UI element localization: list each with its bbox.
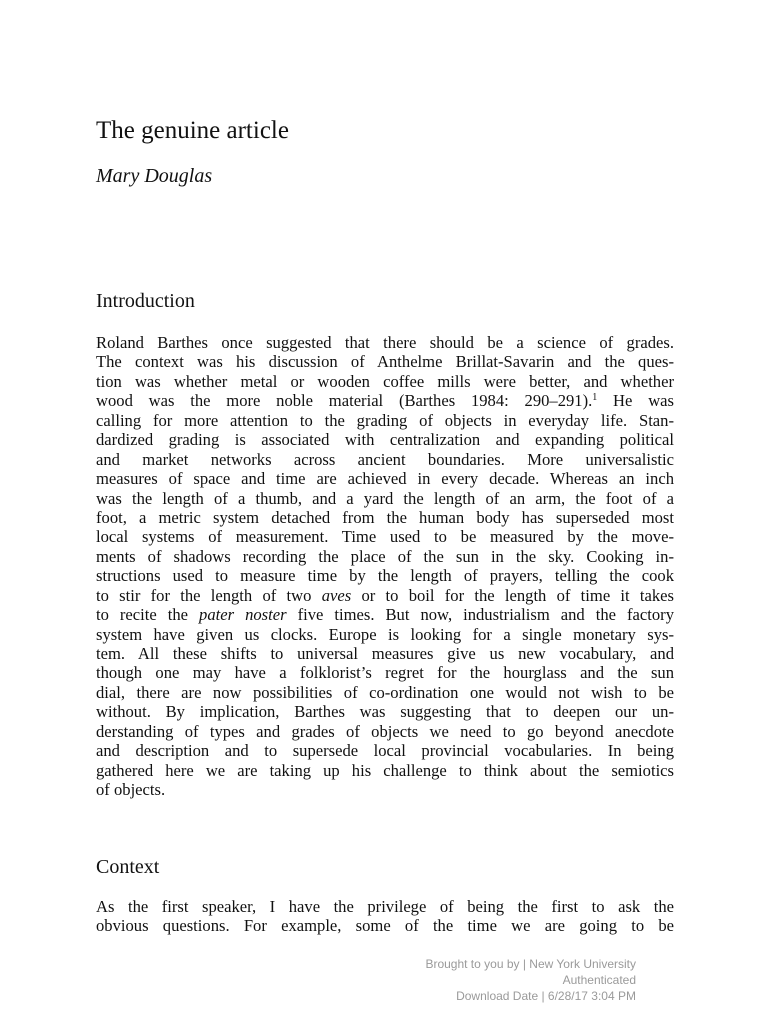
watermark-line: Brought to you by | New York University <box>425 957 636 971</box>
text-line: tion was whether metal or wooden coffee mills were better, and whether <box>96 371 674 391</box>
section-heading-context: Context <box>96 856 160 878</box>
text-line: of objects. <box>96 780 166 800</box>
text-segment: five times. But now, industrialism and the factory <box>286 605 674 625</box>
watermark-line: Authenticated <box>562 973 636 987</box>
text-line: and market networks across ancient boundaries. More universalistic <box>96 449 674 469</box>
text-line: was the length of a thumb, and a yard the length of an arm, the foot of a <box>96 488 674 508</box>
italic-term: pater noster <box>199 605 287 625</box>
text-line: and description and to supersede local provincial vocabularies. In being <box>96 741 674 761</box>
text-line: foot, a metric system detached from the human body has superseded most <box>96 507 674 527</box>
text-segment: He was <box>597 391 674 411</box>
text-line: local systems of measurement. Time used to be measured by the move- <box>96 527 674 547</box>
text-line <box>96 605 674 624</box>
article-author: Mary Douglas <box>96 165 213 187</box>
text-line: As the first speaker, I have the privilege of being the first to ask the <box>96 897 674 916</box>
text-segment: or to boil for the length of time it takes <box>351 585 674 605</box>
text-segment: to recite the <box>96 605 200 625</box>
text-line: without. By implication, Barthes was suggesting that to deepen our un- <box>96 702 674 722</box>
text-line <box>96 586 674 605</box>
text-line: obvious questions. For example, some of the time we are going to be <box>96 916 674 936</box>
text-line: ments of shadows recording the place of the sun in the sky. Cooking in- <box>96 546 674 566</box>
text-line: system have given us clocks. Europe is looking for a single monetary sys- <box>96 624 674 644</box>
text-line <box>96 391 674 410</box>
access-watermark <box>425 956 636 1004</box>
text-segment: to stir for the length of two <box>96 585 322 605</box>
section-heading-introduction: Introduction <box>96 290 195 312</box>
text-line: structions used to measure time by the length of prayers, telling the cook <box>96 566 674 586</box>
text-line: Roland Barthes once suggested that there should be a science of grades. <box>96 333 674 352</box>
text-line: though one may have a folklorist’s regret for the hourglass and the sun <box>96 663 674 683</box>
italic-term: aves <box>321 585 352 605</box>
text-line: tem. All these shifts to universal measures give us new vocabulary, and <box>96 644 674 663</box>
text-segment: wood was the more noble material (Barthes 1984: 290–291). <box>96 391 593 411</box>
text-line: dial, there are now possibilities of co-ordination one would not wish to be <box>96 682 674 702</box>
text-line: measures of space and time are achieved in every decade. Whereas an inch <box>96 469 674 489</box>
watermark-line: Download Date | 6/28/17 3:04 PM <box>456 989 636 1003</box>
text-line: calling for more attention to the grading of objects in everyday life. Stan- <box>96 410 674 430</box>
introduction-paragraph <box>96 333 674 800</box>
context-paragraph <box>96 897 674 936</box>
text-line: gathered here we are taking up his challenge to think about the semiotics <box>96 760 674 780</box>
text-line: dardized grading is associated with centralization and expanding political <box>96 430 674 450</box>
article-title: The genuine article <box>96 117 289 144</box>
text-line: derstanding of types and grades of objects we need to go beyond anecdote <box>96 721 674 741</box>
footnote-marker: 1 <box>592 392 598 404</box>
text-line: The context was his discussion of Anthelme Brillat-Savarin and the ques- <box>96 352 674 372</box>
